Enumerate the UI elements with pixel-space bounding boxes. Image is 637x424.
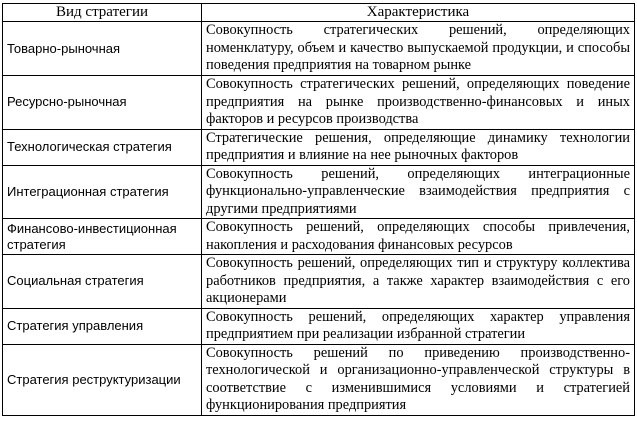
strategy-type-cell: Стратегия реструктуризации xyxy=(3,344,202,415)
characteristic-cell: Совокупность решений, определяющих интеграционные функционально-управленческие взаимодействия предприятия с другими предприятиями xyxy=(202,165,635,219)
characteristic-cell: Совокупность решений, определяющих характер управления предприятием при реализации избранной стратегии xyxy=(202,308,635,344)
characteristic-cell: Стратегические решения, определяющие динамику технологии предприятия и влияние на нее рыночных факторов xyxy=(202,129,635,165)
strategy-table xyxy=(2,3,635,416)
table-row xyxy=(3,344,635,415)
table-row xyxy=(3,129,635,165)
table-row xyxy=(3,22,635,76)
characteristic-cell: Совокупность решений по приведению производственно-технологической и организационно-управленческой структуры в соответствие с изменившимися условиями и стратегией функционирования предприятия xyxy=(202,344,635,415)
strategy-type-cell: Ресурсно-рыночная xyxy=(3,76,202,130)
table-row xyxy=(3,165,635,219)
table-header-row xyxy=(3,4,635,22)
header-strategy-type: Вид стратегии xyxy=(3,4,202,22)
strategy-type-cell: Стратегия управления xyxy=(3,308,202,344)
strategy-type-cell: Интеграционная стратегия xyxy=(3,165,202,219)
strategy-type-cell: Социальная стратегия xyxy=(3,255,202,309)
strategy-type-cell: Товарно-рыночная xyxy=(3,22,202,76)
strategy-type-cell: Финансово-инвестиционная стратегия xyxy=(3,219,202,255)
table-row xyxy=(3,76,635,130)
strategy-type-cell: Технологическая стратегия xyxy=(3,129,202,165)
header-characteristic: Характеристика xyxy=(202,4,635,22)
characteristic-cell: Совокупность стратегических решений, определяющих поведение предприятия на рынке производственно-финансовых и иных факторов и ресурсов производства xyxy=(202,76,635,130)
table-row xyxy=(3,255,635,309)
characteristic-cell: Совокупность решений, определяющих способы привлечения, накопления и расходования финансовых ресурсов xyxy=(202,219,635,255)
characteristic-cell: Совокупность стратегических решений, определяющих номенклатуру, объем и качество выпускаемой продукции, и способы поведения предприятия на товарном рынке xyxy=(202,22,635,76)
table-row xyxy=(3,308,635,344)
table-row xyxy=(3,219,635,255)
characteristic-cell: Совокупность решений, определяющих тип и структуру коллектива работников предприятия, а также характер взаимодействия с его акционерами xyxy=(202,255,635,309)
